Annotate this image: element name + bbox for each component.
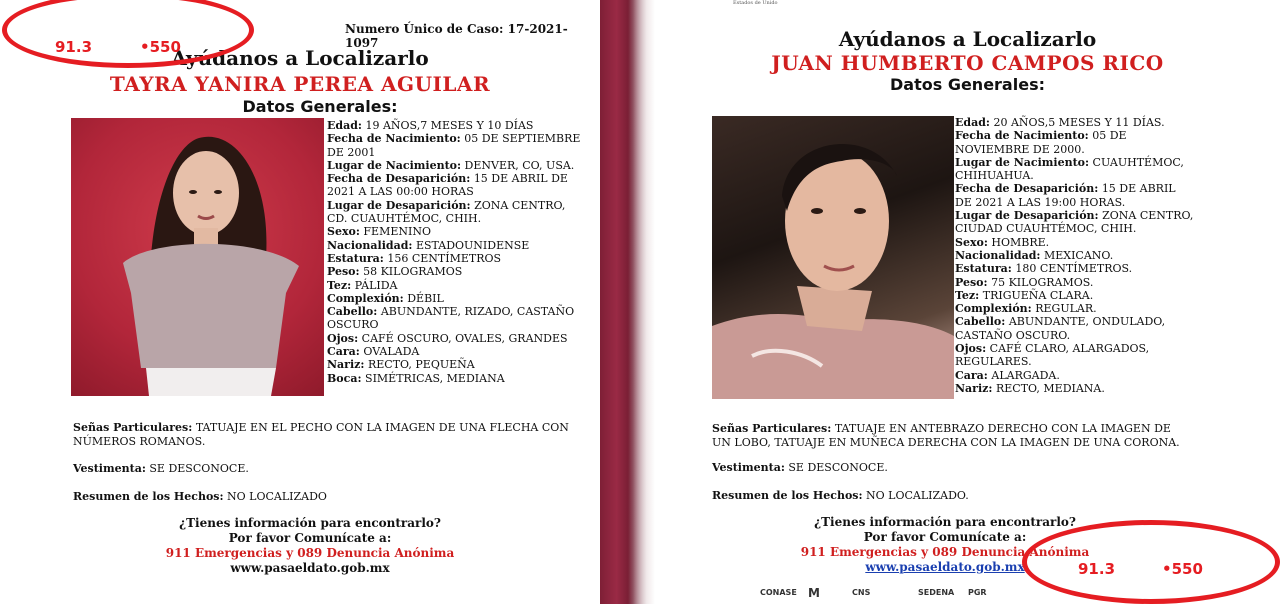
logo-sedena: SEDENA [918, 588, 955, 597]
detail-value: RECTO, PEQUEÑA [367, 358, 475, 372]
detail-value: ABUNDANTE, ONDULADO, CASTAÑO OSCURO. [955, 315, 1166, 342]
distinguishing-marks [712, 422, 1182, 449]
detail-label: Nacionalidad: [327, 238, 413, 252]
detail-row [955, 209, 1195, 236]
clothing-value: SE DESCONOCE. [788, 461, 888, 474]
detail-value: 20 AÑOS,5 MESES Y 11 DÍAS. [993, 116, 1165, 129]
case-number: Numero Único de Caso: 17-2021-1097 [345, 22, 568, 50]
detail-row [955, 182, 1195, 209]
header-note: Estados de Unido [733, 0, 778, 6]
clothing [712, 461, 1182, 475]
poster-divider-light [628, 0, 655, 604]
case-summary [73, 490, 578, 504]
detail-row [955, 382, 1195, 395]
detail-label: Estatura: [955, 262, 1012, 276]
detail-row [327, 132, 582, 159]
detail-label: Cabello: [955, 315, 1006, 329]
footer-question: ¿Tienes información para encontrarlo? [814, 515, 1076, 529]
detail-value: HOMBRE. [991, 235, 1050, 249]
detail-value: 75 KILOGRAMOS. [991, 275, 1094, 289]
detail-label: Fecha de Desaparición: [327, 172, 471, 186]
detail-label: Fecha de Nacimiento: [327, 132, 461, 146]
logo-conase: CONASE [760, 588, 797, 597]
detail-label: Lugar de Desaparición: [955, 209, 1099, 223]
radio-badge-ring [1022, 520, 1280, 604]
detail-label: Lugar de Nacimiento: [955, 155, 1090, 169]
detail-label: Edad: [955, 116, 990, 129]
left-missing-poster [0, 0, 600, 604]
summary-value: NO LOCALIZADO. [866, 489, 969, 502]
help-title: Ayúdanos a Localizarlo [838, 27, 1097, 51]
detail-row [327, 199, 582, 226]
detail-row [327, 345, 582, 358]
detail-label: Complexión: [955, 302, 1032, 316]
footer-question: ¿Tienes información para encontrarlo? [179, 516, 441, 530]
detail-label: Nariz: [955, 381, 993, 395]
detail-row [327, 239, 582, 252]
radio-frequency-fm: 91.3 [55, 38, 93, 56]
summary-value: NO LOCALIZADO [227, 490, 327, 503]
detail-label: Tez: [955, 288, 980, 302]
logo-m: M [808, 586, 820, 600]
detail-label: Lugar de Desaparición: [327, 198, 471, 212]
detail-row [955, 276, 1195, 289]
detail-label: Peso: [955, 275, 988, 289]
detail-row [327, 225, 582, 238]
detail-label: Ojos: [955, 342, 987, 356]
detail-label: Sexo: [327, 225, 360, 239]
detail-value: DÉBIL [407, 291, 444, 305]
detail-value: SIMÉTRICAS, MEDIANA [365, 371, 505, 385]
detail-row [327, 265, 582, 278]
detail-row [955, 236, 1195, 249]
radio-frequency-fm: 91.3 [1078, 560, 1116, 578]
detail-value: CUAUHTÉMOC, CHIHUAHUA. [955, 155, 1184, 183]
detail-value: 05 DE SEPTIEMBRE DE 2001 [327, 132, 581, 159]
detail-value: CAFÉ OSCURO, OVALES, GRANDES [361, 331, 568, 345]
detail-label: Lugar de Nacimiento: [327, 158, 462, 172]
detail-row [955, 262, 1195, 275]
marks-value: TATUAJE EN ANTEBRAZO DERECHO CON LA IMAGEN DE UN LOBO, TATUAJE EN MUÑECA DERECHA CON LA IMAGEN DE UNA CORONA. [712, 422, 1180, 449]
radio-frequency-am: •550 [1162, 560, 1203, 578]
footer-phones: 911 Emergencias y 089 Denuncia Anónima [800, 545, 1090, 559]
detail-value: ESTADOUNIDENSE [415, 238, 530, 252]
detail-value: PÁLIDA [354, 278, 398, 292]
detail-value: ZONA CENTRO, CD. CUAUHTÉMOC, CHIH. [327, 198, 566, 226]
detail-row [327, 159, 582, 172]
detail-value: 156 CENTÍMETROS [387, 251, 502, 265]
summary-label: Resumen de los Hechos: [712, 489, 863, 502]
footer-please: Por favor Comunícate a: [228, 531, 392, 545]
logo-pgr: PGR [968, 588, 987, 597]
detail-value: ZONA CENTRO, CIUDAD CUAUHTÉMOC, CHIH. [955, 209, 1194, 236]
clothing-label: Vestimenta: [73, 462, 146, 475]
detail-row [955, 116, 1195, 129]
detail-label: Fecha de Desaparición: [955, 182, 1099, 196]
marks-value: TATUAJE EN EL PECHO CON LA IMAGEN DE UNA FLECHA CON NÚMEROS ROMANOS. [73, 421, 569, 448]
detail-row [955, 289, 1195, 302]
detail-value: ABUNDANTE, RIZADO, CASTAÑO OSCURO [327, 305, 575, 332]
footer-please: Por favor Comunícate a: [863, 530, 1027, 544]
detail-row [955, 249, 1195, 262]
radio-badge-bottom-right [1022, 518, 1280, 604]
detail-value: 19 AÑOS,7 MESES Y 10 DÍAS [365, 119, 534, 132]
detail-label: Peso: [327, 265, 360, 279]
detail-value: 15 DE ABRIL DE 2021 A LAS 19:00 HORAS. [955, 182, 1176, 209]
radio-badge-top-left [0, 0, 260, 70]
detail-row [327, 292, 582, 305]
detail-label: Cabello: [327, 305, 378, 319]
missing-person-name: JUAN HUMBERTO CAMPOS RICO [771, 51, 1164, 75]
case-summary [712, 489, 1182, 503]
marks-label: Señas Particulares: [712, 422, 832, 435]
detail-value: ALARGADA. [991, 368, 1060, 382]
distinguishing-marks [73, 421, 578, 448]
detail-label: Nariz: [327, 358, 365, 372]
detail-row [955, 156, 1195, 183]
detail-row [327, 358, 582, 371]
detail-row [327, 332, 582, 345]
detail-value: REGULAR. [1035, 302, 1097, 316]
detail-value: 58 KILOGRAMOS [363, 265, 463, 279]
detail-row [955, 129, 1195, 156]
detail-row [327, 372, 582, 385]
detail-row [327, 305, 582, 332]
detail-label: Cara: [955, 368, 988, 382]
detail-label: Nacionalidad: [955, 248, 1041, 262]
detail-label: Edad: [327, 119, 362, 132]
detail-value: TRIGUEÑA CLARA. [982, 288, 1094, 302]
detail-value: FEMENINO [363, 225, 431, 239]
footer-url[interactable]: www.pasaeldato.gob.mx [230, 561, 390, 575]
detail-value: DENVER, CO, USA. [464, 158, 575, 172]
missing-person-photo [71, 118, 324, 396]
detail-label: Tez: [327, 278, 352, 292]
detail-row [327, 279, 582, 292]
radio-badge-ring [2, 0, 254, 68]
detail-row [955, 315, 1195, 342]
help-title: Ayúdanos a Localizarlo [171, 46, 429, 70]
detail-row [327, 172, 582, 199]
contact-footer [120, 516, 500, 576]
detail-value: 05 DE NOVIEMBRE DE 2000. [955, 129, 1127, 156]
detail-value: RECTO, MEDIANA. [995, 381, 1105, 395]
detail-label: Estatura: [327, 251, 384, 265]
detail-label: Complexión: [327, 291, 404, 305]
summary-label: Resumen de los Hechos: [73, 490, 224, 503]
radio-frequency-am: •550 [140, 38, 181, 56]
footer-phones: 911 Emergencias y 089 Denuncia Anónima [165, 546, 455, 560]
footer-url[interactable]: www.pasaeldato.gob.mx [865, 560, 1025, 574]
detail-label: Boca: [327, 371, 362, 385]
detail-row [955, 369, 1195, 382]
details-list [327, 119, 582, 385]
detail-row [955, 302, 1195, 315]
clothing [73, 462, 578, 476]
detail-label: Ojos: [327, 331, 359, 345]
general-data-title: Datos Generales: [890, 75, 1045, 94]
detail-label: Fecha de Nacimiento: [955, 129, 1089, 143]
detail-label: Cara: [327, 345, 360, 359]
logo-cns: CNS [852, 588, 871, 597]
detail-value: MEXICANO. [1043, 248, 1114, 262]
detail-label: Sexo: [955, 235, 988, 249]
detail-row [327, 252, 582, 265]
clothing-value: SE DESCONOCE. [149, 462, 249, 475]
missing-person-name: TAYRA YANIRA PEREA AGUILAR [109, 72, 491, 96]
detail-row [955, 342, 1195, 369]
general-data-title: Datos Generales: [242, 97, 398, 116]
clothing-label: Vestimenta: [712, 461, 785, 474]
detail-value: 180 CENTÍMETROS. [1015, 262, 1133, 276]
detail-value: OVALADA [363, 345, 420, 359]
detail-value: 15 DE ABRIL DE 2021 A LAS 00:00 HORAS [327, 172, 568, 199]
detail-value: CAFÉ CLARO, ALARGADOS, REGULARES. [955, 342, 1150, 369]
details-list [955, 116, 1195, 395]
detail-row [327, 119, 582, 132]
missing-person-photo [712, 116, 954, 399]
marks-label: Señas Particulares: [73, 421, 193, 434]
